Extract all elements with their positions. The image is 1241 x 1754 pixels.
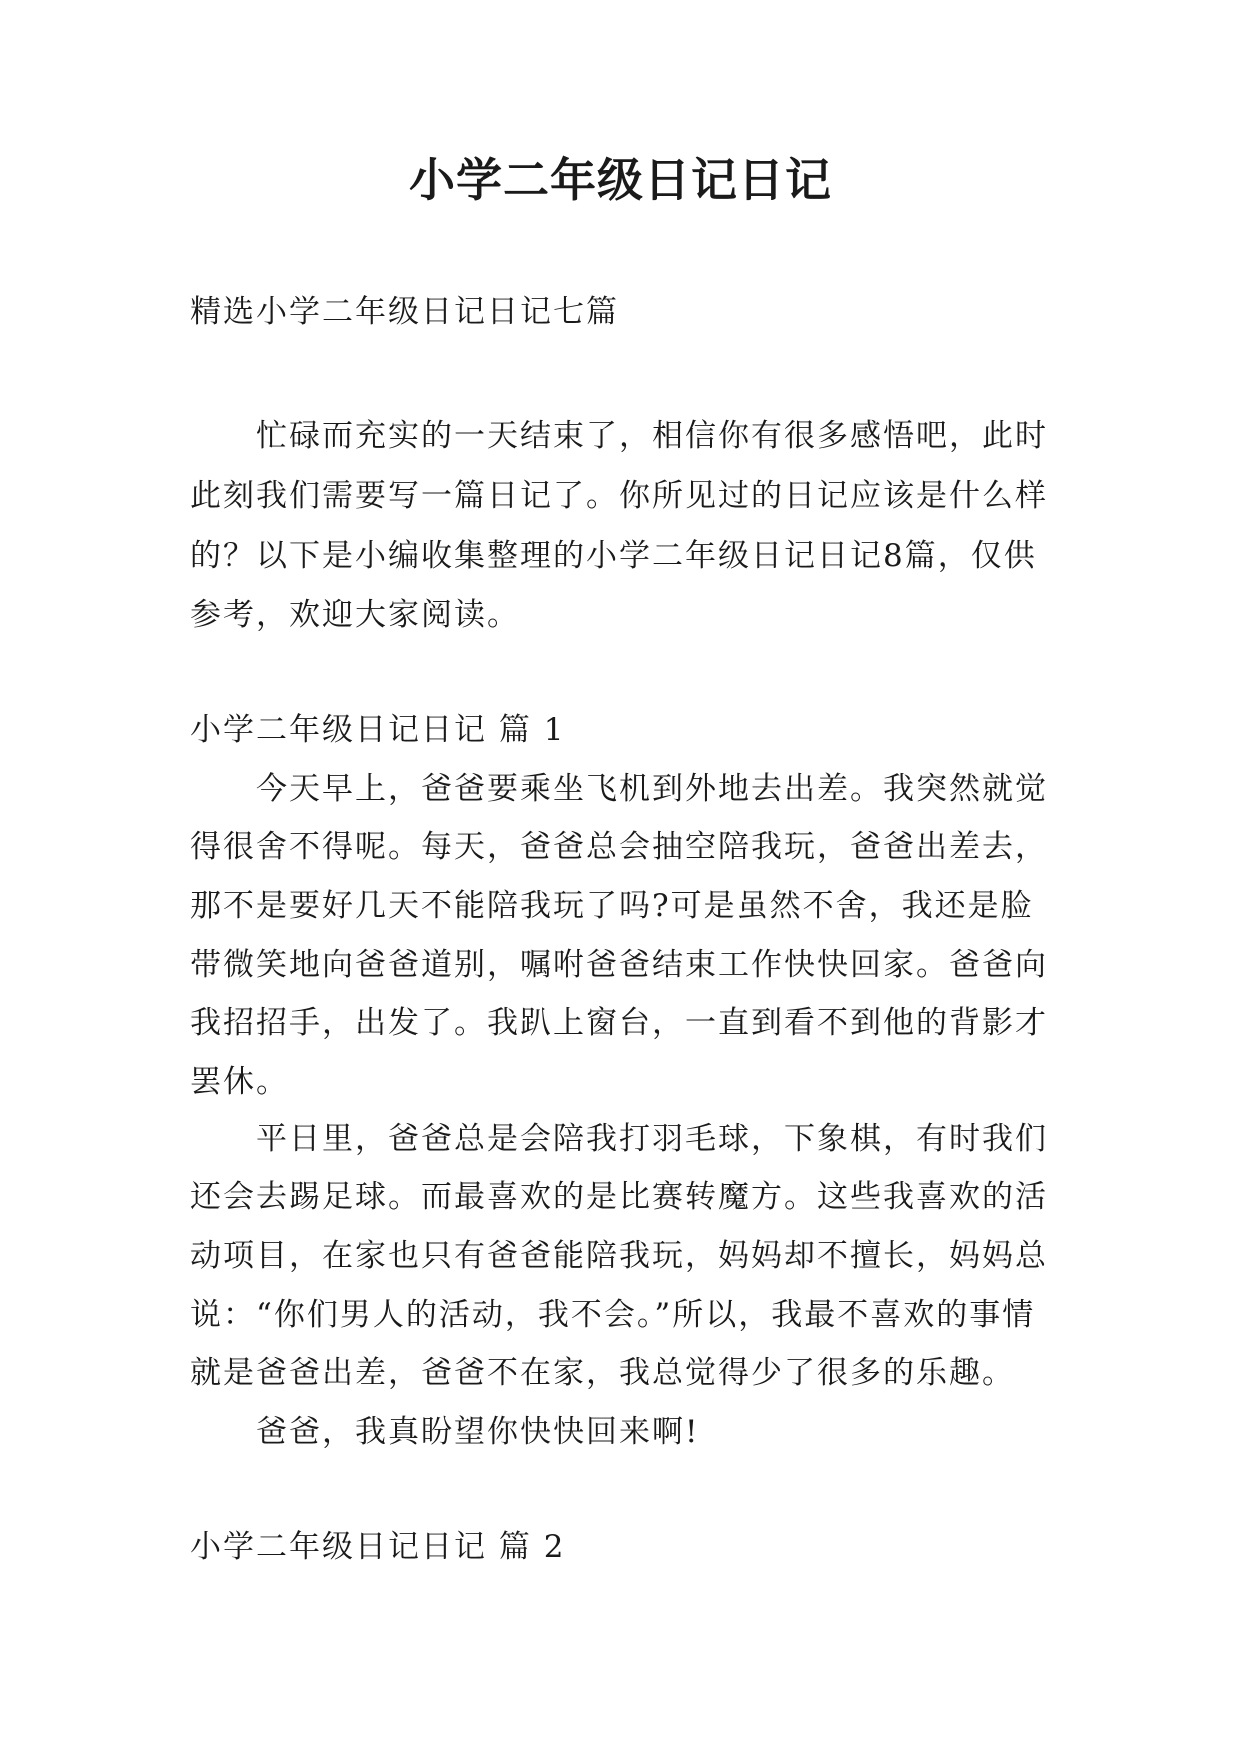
paragraph-line: 罢休。 [190,1064,289,1100]
document-subtitle: 精选小学二年级日记日记七篇 [190,294,619,330]
paragraph-line: 爸爸，我真盼望你快快回来啊! [256,1414,700,1450]
paragraph-line: 那不是要好几天不能陪我玩了吗?可是虽然不舍，我还是脸 [190,888,1034,924]
paragraph-line: 就是爸爸出差，爸爸不在家，我总觉得少了很多的乐趣。 [190,1355,1015,1391]
paragraph-line: 带微笑地向爸爸道别，嘱咐爸爸结束工作快快回家。爸爸向 [190,947,1048,983]
paragraph-line: 得很舍不得呢。每天，爸爸总会抽空陪我玩，爸爸出差去， [190,829,1048,865]
intro-line: 忙碌而充实的一天结束了，相信你有很多感悟吧，此时 [256,418,1048,454]
paragraph-line: 我招招手，出发了。我趴上窗台，一直到看不到他的背影才 [190,1005,1048,1041]
paragraph-line: 说：“你们男人的活动，我不会。”所以，我最不喜欢的事情 [190,1297,1036,1333]
paragraph-line: 动项目，在家也只有爸爸能陪我玩，妈妈却不擅长，妈妈总 [190,1238,1048,1274]
section-heading: 小学二年级日记日记 篇 2 [190,1529,566,1565]
intro-line: 的？以下是小编收集整理的小学二年级日记日记8篇，仅供 [190,538,1037,574]
paragraph-line: 平日里，爸爸总是会陪我打羽毛球，下象棋，有时我们 [256,1121,1048,1157]
intro-line: 参考，欢迎大家阅读。 [190,597,520,633]
document-title: 小学二年级日记日记 [409,153,832,207]
section-heading: 小学二年级日记日记 篇 1 [190,712,566,748]
paragraph-line: 还会去踢足球。而最喜欢的是比赛转魔方。这些我喜欢的活 [190,1179,1048,1215]
paragraph-line: 今天早上，爸爸要乘坐飞机到外地去出差。我突然就觉 [256,771,1048,807]
intro-line: 此刻我们需要写一篇日记了。你所见过的日记应该是什么样 [190,478,1048,514]
